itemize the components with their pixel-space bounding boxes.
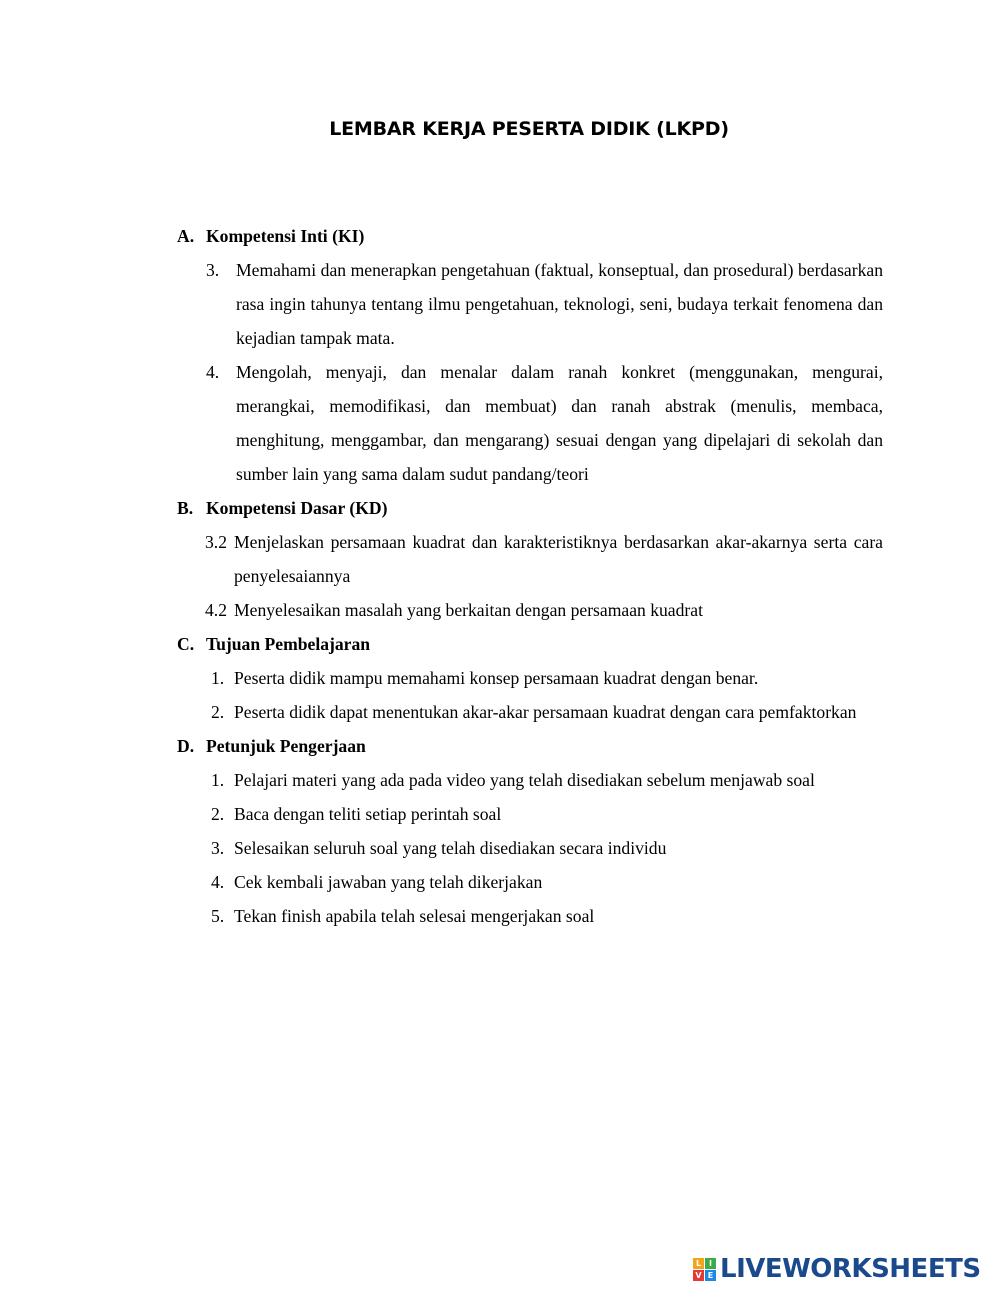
list-item	[177, 865, 883, 899]
item-number: 4.	[211, 872, 225, 892]
item-number: 3.	[206, 260, 220, 280]
item-text: Memahami dan menerapkan pengetahuan (faktual, konseptual, dan prosedural) berdasarkan rasa ingin tahunya tentang ilmu pengetahuan, teknologi, seni, budaya terkait fenomena dan kejadian tampak mata.	[236, 260, 883, 348]
item-number: 5.	[211, 906, 225, 926]
item-text: Baca dengan teliti setiap perintah soal	[234, 804, 502, 824]
section-letter: B.	[177, 498, 194, 518]
section-title: Tujuan Pembelajaran	[206, 634, 371, 654]
section-title: Kompetensi Inti (KI)	[206, 226, 365, 246]
item-text: Pelajari materi yang ada pada video yang telah disediakan sebelum menjawab soal	[234, 770, 815, 790]
section-title: Petunjuk Pengerjaan	[206, 736, 366, 756]
section-letter: A.	[177, 226, 195, 246]
item-number: 4.	[206, 362, 220, 382]
section-title: Kompetensi Dasar (KD)	[206, 498, 388, 518]
liveworksheets-logo[interactable]	[693, 1252, 981, 1286]
list-item	[177, 525, 883, 593]
section-heading-kd	[177, 491, 883, 525]
item-number: 1.	[211, 668, 225, 688]
item-number: 3.2	[205, 532, 227, 552]
logo-tile: V	[693, 1270, 704, 1281]
section-heading-petunjuk	[177, 729, 883, 763]
list-item	[177, 593, 883, 627]
logo-tile: I	[705, 1258, 716, 1269]
item-text: Menyelesaikan masalah yang berkaitan dengan persamaan kuadrat	[234, 600, 703, 620]
section-heading-tujuan	[177, 627, 883, 661]
section-letter: D.	[177, 736, 195, 756]
logo-tile: E	[705, 1270, 716, 1281]
logo-tile: L	[693, 1258, 704, 1269]
item-text: Tekan finish apabila telah selesai mengerjakan soal	[234, 906, 595, 926]
list-item	[177, 763, 883, 797]
list-item	[177, 355, 883, 491]
list-item	[177, 695, 883, 729]
list-item	[177, 899, 883, 933]
item-text: Menjelaskan persamaan kuadrat dan karakteristiknya berdasarkan akar-akarnya serta cara penyelesaiannya	[234, 532, 883, 586]
item-text: Peserta didik dapat menentukan akar-akar persamaan kuadrat dengan cara pemfaktorkan	[234, 702, 857, 722]
worksheet-title: LEMBAR KERJA PESERTA DIDIK (LKPD)	[329, 118, 729, 140]
item-text: Selesaikan seluruh soal yang telah disediakan secara individu	[234, 838, 667, 858]
item-number: 2.	[211, 702, 225, 722]
list-item	[177, 661, 883, 695]
list-item	[177, 253, 883, 355]
item-text: Peserta didik mampu memahami konsep persamaan kuadrat dengan benar.	[234, 668, 759, 688]
item-number: 1.	[211, 770, 225, 790]
item-number: 4.2	[205, 600, 227, 620]
item-text: Cek kembali jawaban yang telah dikerjakan	[234, 872, 543, 892]
section-heading-ki	[177, 219, 883, 253]
liveworksheets-wordmark: LIVEWORKSHEETS	[720, 1254, 981, 1284]
worksheet-content	[177, 219, 883, 933]
liveworksheets-icon	[693, 1258, 716, 1281]
item-number: 3.	[211, 838, 225, 858]
list-item	[177, 797, 883, 831]
item-text: Mengolah, menyaji, dan menalar dalam ranah konkret (menggunakan, mengurai, merangkai, memodifikasi, dan membuat) dan ranah abstrak (menulis, membaca, menghitung, menggambar, dan mengarang) sesuai dengan yang dipelajari di sekolah dan sumber lain yang sama dalam sudut pandang/teori	[236, 362, 883, 484]
item-number: 2.	[211, 804, 225, 824]
list-item	[177, 831, 883, 865]
section-letter: C.	[177, 634, 195, 654]
